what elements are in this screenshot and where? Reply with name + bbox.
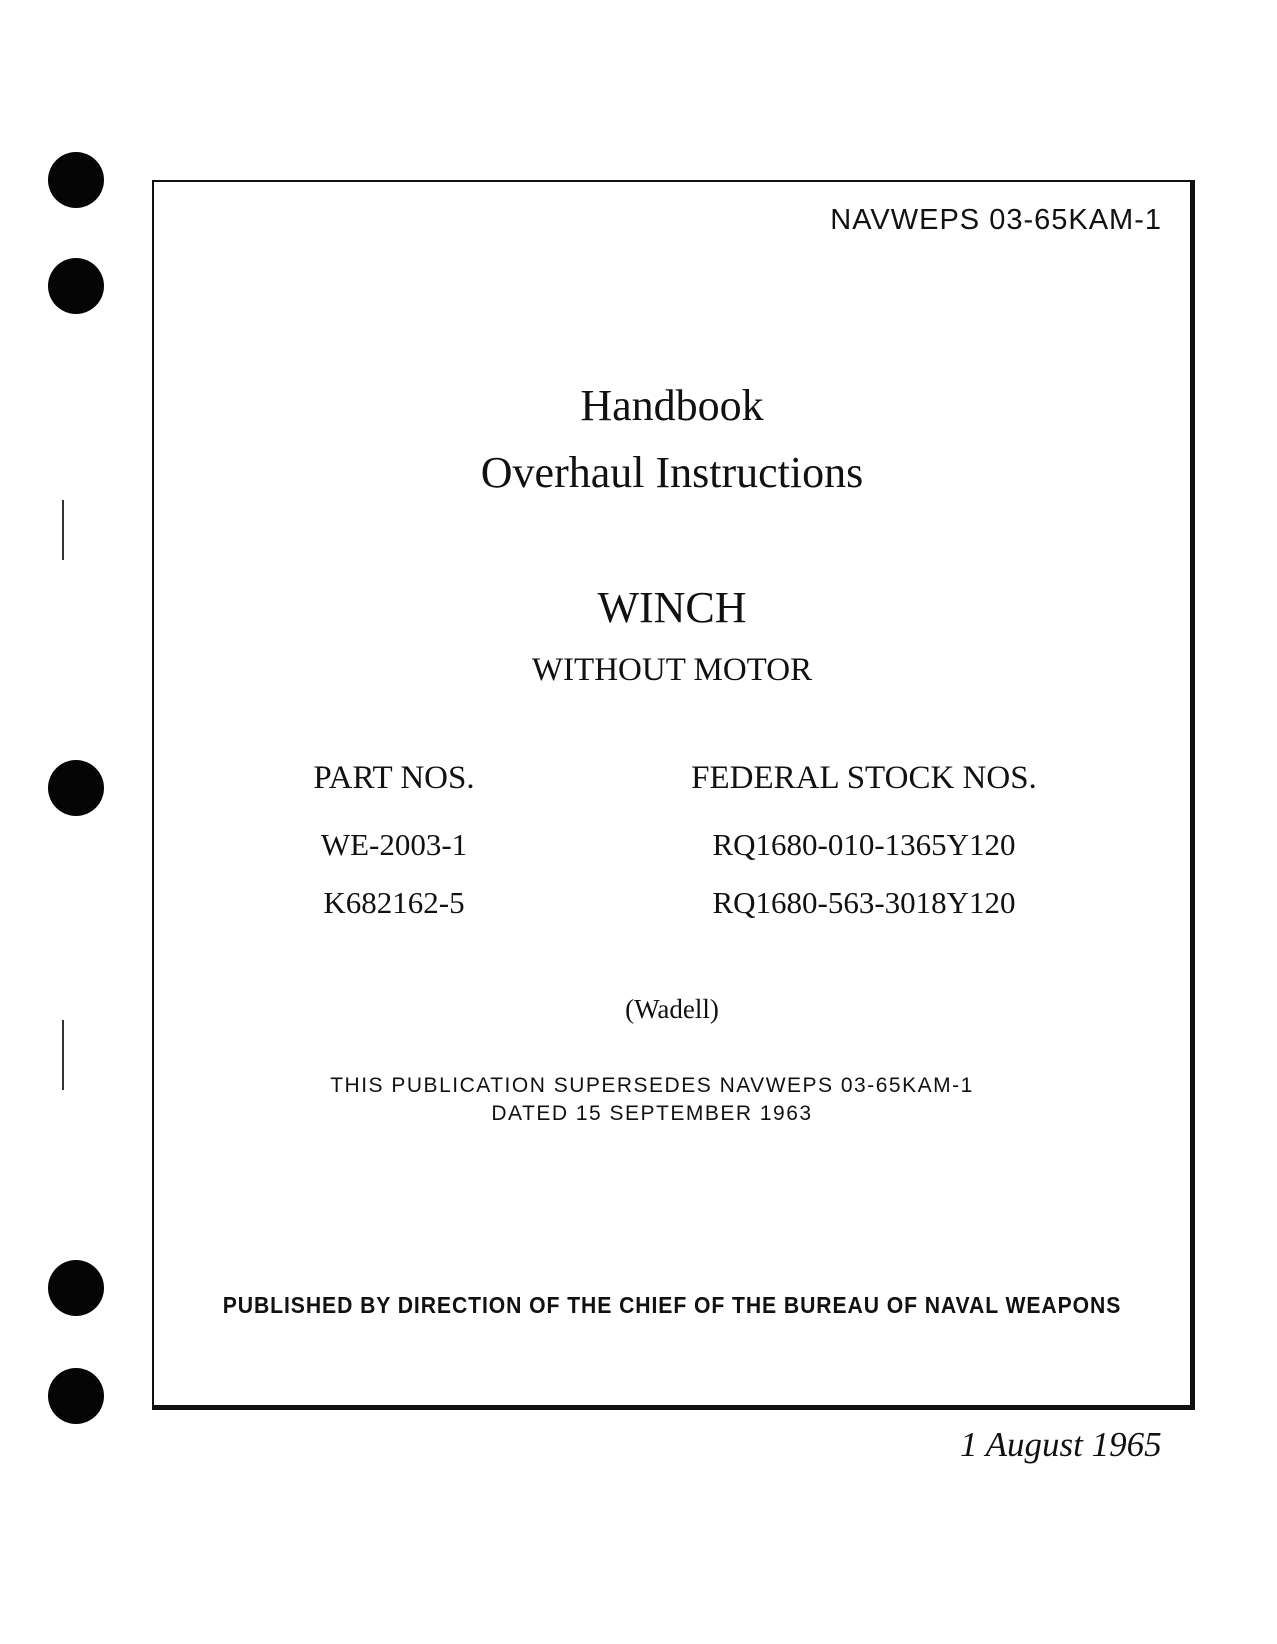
supersedes-notice-line-1: THIS PUBLICATION SUPERSEDES NAVWEPS 03-65KAM-1	[330, 1074, 974, 1097]
publication-date: 1 August 1965	[960, 1425, 1162, 1464]
federal-stock-number: RQ1680-563-3018Y120	[712, 885, 1016, 920]
federal-stock-numbers-header: FEDERAL STOCK NOS.	[691, 760, 1037, 796]
publisher-statement: PUBLISHED BY DIRECTION OF THE CHIEF OF THE BUREAU OF NAVAL WEAPONS	[222, 1292, 1122, 1318]
subject-qualifier: WITHOUT MOTOR	[531, 652, 813, 688]
title-overhaul-instructions: Overhaul Instructions	[480, 448, 864, 497]
subject-name: WINCH	[597, 583, 747, 632]
cover-frame	[152, 180, 1195, 1410]
federal-stock-number: RQ1680-010-1365Y120	[712, 827, 1016, 862]
part-number: K682162-5	[323, 885, 465, 920]
supersedes-notice-line-2: DATED 15 SEPTEMBER 1963	[491, 1102, 813, 1125]
title-handbook: Handbook	[580, 381, 764, 430]
part-number: WE-2003-1	[320, 827, 468, 862]
manufacturer: (Wadell)	[625, 994, 719, 1024]
punch-hole	[48, 152, 104, 208]
part-numbers-header: PART NOS.	[313, 760, 475, 796]
punch-hole	[48, 1260, 104, 1316]
punch-hole	[48, 760, 104, 816]
margin-mark	[62, 1020, 64, 1090]
punch-hole	[48, 258, 104, 314]
punch-hole	[48, 1368, 104, 1424]
document-number: NAVWEPS 03-65KAM-1	[830, 204, 1162, 236]
margin-mark	[62, 500, 64, 560]
